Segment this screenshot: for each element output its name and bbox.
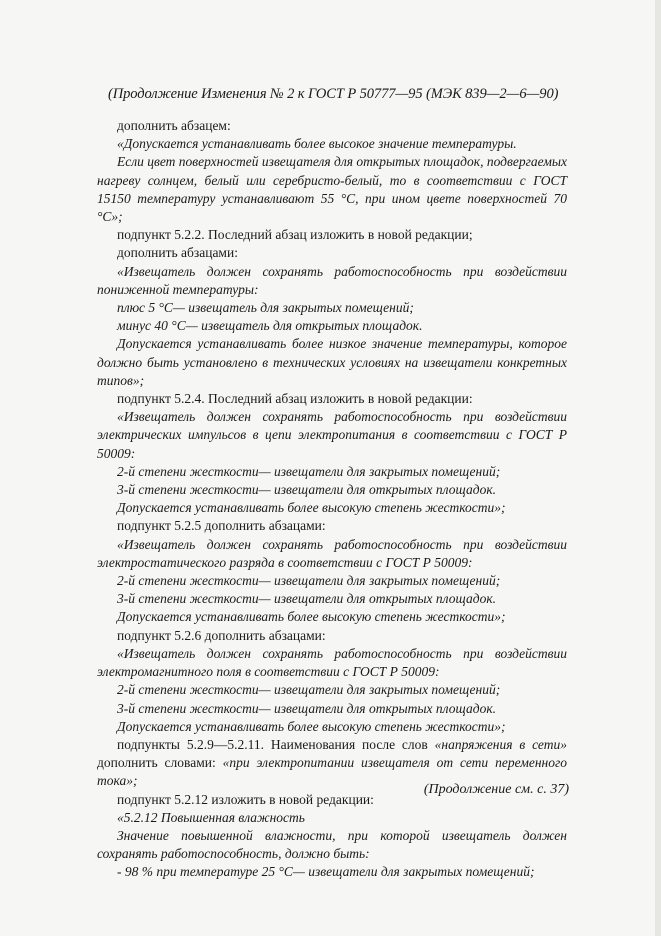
text-run: дополнить словами: [97,755,223,771]
paragraph: «Извещатель должен сохранять работоспособность при воздействии пониженной температуры: [97,263,567,297]
paragraph: Допускается устанавливать более низкое значение температуры, которое должно быть установлено в технических условиях на извещатели конкретных типов»; [97,336,567,388]
paragraph: плюс 5 °С— извещатель для закрытых помещений; [117,300,414,316]
paragraph: «Извещатель должен сохранять работоспособность при воздействии электромагнитного поля в соответствии с ГОСТ Р 50009: [97,645,567,680]
paragraph: подпункт 5.2.2. Последний абзац изложить в новой редакции; [117,227,473,243]
text-run: подпункты 5.2.9—5.2.11. Наименования после слов [117,736,435,752]
paragraph: 3-й степени жесткости— извещатели для открытых площадок. [117,591,497,607]
paragraph: Допускается устанавливать более высокую степень жесткости»; [117,500,506,516]
paragraph: минус 40 °С— извещатель для открытых площадок. [117,318,423,334]
paragraph: подпункт 5.2.12 изложить в новой редакции: [117,791,374,807]
paragraph: «Извещатель должен сохранять работоспособность при воздействии электростатического разряда в соответствии с ГОСТ Р 50009: [97,536,567,570]
page-footer: (Продолжение см. с. 37) [423,782,569,797]
paragraph: «Допускается устанавливать более высокое значение температуры. [117,136,517,152]
paragraph: «Извещатель должен сохранять работоспособность при воздействии электрических импульсов в цепи электропитания в соответствии с ГОСТ Р 50009: [97,409,567,461]
paragraph: 2-й степени жесткости— извещатели для закрытых помещений; [117,573,501,589]
paragraph: Допускается устанавливать более высокую степень жесткости»; [117,609,506,625]
text-run-italic: «напряжения в сети» [434,736,567,752]
paragraph: Значение повышенной влажности, при которой извещатель должен сохранять работоспособность, должно быть: [97,827,567,862]
paragraph: дополнить абзацами: [117,245,238,261]
page-header: (Продолжение Изменения № 2 к ГОСТ Р 50777—95 (МЭК 839—2—6—90) [108,86,559,102]
paragraph: «5.2.12 Повышенная влажность [117,809,305,825]
paragraph: 2-й степени жесткости— извещатели для закрытых помещений; [117,682,501,698]
paragraph: - 98 % при температуре 25 °С— извещатели для закрытых помещений; [117,864,535,880]
paragraph: Допускается устанавливать более высокую степень жесткости»; [117,718,506,734]
paragraph: Если цвет поверхностей извещателя для открытых площадок, подвергаемых нагреву солнцем, белый или серебристо-белый, то в соответствии с ГОСТ 15150 температуру устанавливают 55 °С, при ином цвете поверхностей 70 °С»; [97,154,567,225]
paragraph: подпункт 5.2.6 дополнить абзацами: [117,627,326,643]
paragraph: 3-й степени жесткости— извещатели для открытых площадок. [117,700,497,716]
document-body [97,117,567,882]
page-edge-shadow [655,0,661,936]
paragraph: подпункт 5.2.5 дополнить абзацами: [117,518,326,534]
paragraph: дополнить абзацем: [117,118,231,133]
paragraph: 3-й степени жесткости— извещатели для открытых площадок. [117,482,497,498]
text-run-italic: «при электропитании извещателя от сети переменного тока»; [97,755,567,789]
paragraph: 2-й степени жесткости— извещатели для закрытых помещений; [117,463,501,479]
paragraph: подпункт 5.2.4. Последний абзац изложить в новой редакции: [117,391,473,407]
